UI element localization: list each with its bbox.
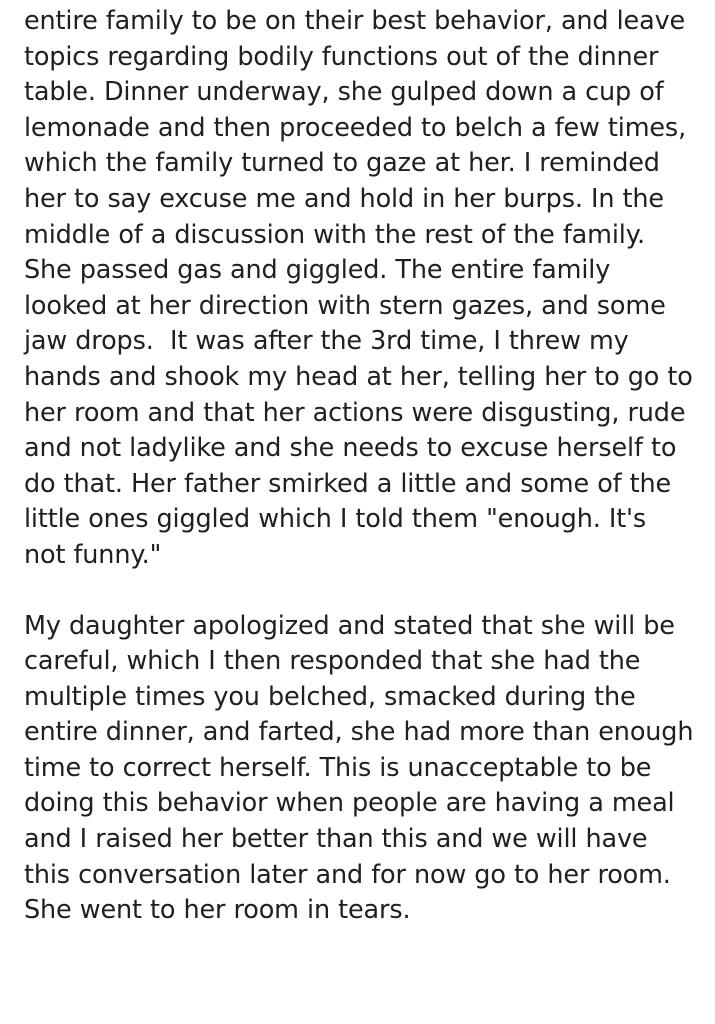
paragraph-2: My daughter apologized and stated that she will be careful, which I then responded that she had the multiple times you belched, smacked during the entire dinner, and farted, she had more than enough time to correct herself. This is unacceptable to be doing this behavior when people are having a meal and I raised her better than this and we will have this conversation later and for now go to her room. She went to her room in tears. [24, 610, 702, 926]
paragraph-1: entire family to be on their best behavior, and leave topics regarding bodily functions out of the dinner table. Dinner underway, she gulped down a cup of lemonade and then proceeded to belch a few times, which the family turned to gaze at her. I reminded her to say excuse me and hold in her burps. In the middle of a discussion with the rest of the family. She passed gas and giggled. The entire family looked at her direction with stern gazes, and some jaw drops. It was after the 3rd time, I threw my hands and shook my head at her, telling her to go to her room and that her actions were disgusting, rude and not ladylike and she needs to excuse herself to do that. Her father smirked a little and some of the little ones giggled which I told them "enough. It's not funny." [24, 6, 701, 570]
document-body [24, 4, 702, 929]
